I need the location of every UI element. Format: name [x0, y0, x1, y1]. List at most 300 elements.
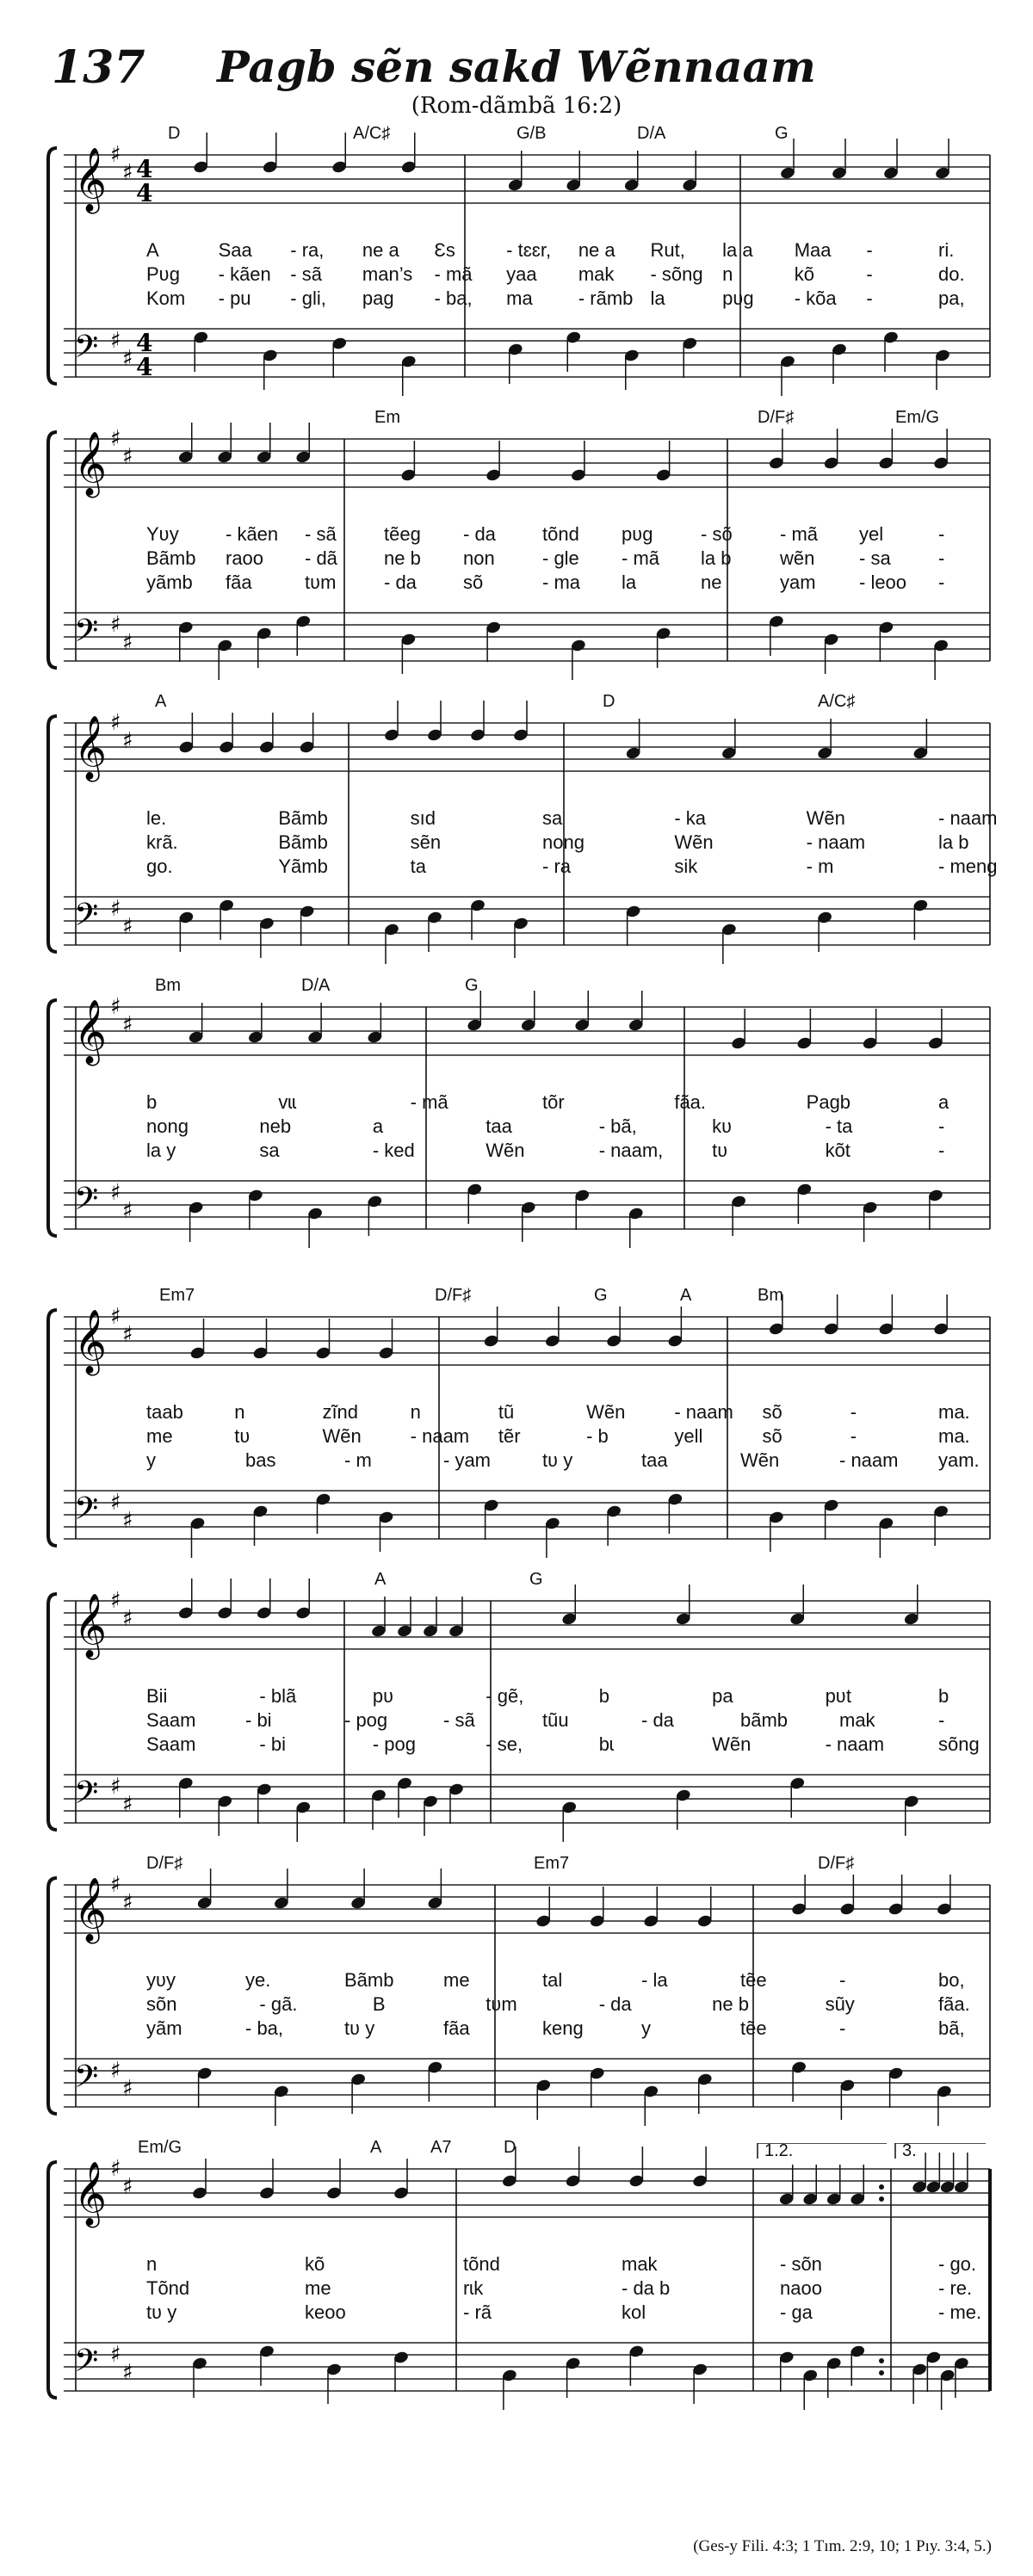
sharp-icon: ♯	[122, 1792, 133, 1818]
lyric-syllable: - da b	[622, 2277, 671, 2299]
lyric-syllable: - sã	[443, 1709, 475, 1731]
music-system	[0, 124, 1033, 396]
lyric-syllable: - yam	[443, 1449, 491, 1471]
chord-symbol: D/A	[637, 124, 666, 143]
sharp-icon: ♯	[122, 1606, 133, 1632]
system-staves	[0, 981, 1033, 1248]
lyric-syllable: pa,	[938, 287, 965, 309]
lyric-syllable: la b	[938, 831, 969, 853]
sharp-icon: ♯	[122, 2076, 133, 2102]
sharp-icon: ♯	[122, 1890, 133, 1916]
repeat-dot	[879, 2184, 884, 2190]
lyric-syllable: tẽe	[740, 2017, 767, 2039]
lyric-syllable: kõ	[305, 2253, 325, 2275]
lyric-syllable: Bãmb	[344, 1969, 394, 1991]
lyric-syllable: Ɛs	[434, 239, 455, 261]
sharp-icon: ♯	[122, 630, 133, 656]
sharp-icon: ♯	[110, 2342, 121, 2368]
lyric-syllable: non	[463, 547, 495, 569]
system-bracket	[48, 716, 57, 952]
lyric-syllable: ne	[701, 571, 722, 593]
lyric-syllable: Saam	[146, 1733, 196, 1755]
time-signature-bass	[136, 329, 152, 381]
lyric-syllable: fãa	[443, 2017, 470, 2039]
lyric-syllable: Yʋy	[146, 523, 179, 545]
lyric-syllable: - naam	[410, 1425, 470, 1447]
lyric-syllable: -	[839, 2017, 846, 2039]
lyric-syllable: -	[866, 287, 873, 309]
lyric-syllable: - ka	[674, 807, 707, 829]
lyric-syllable: - naam	[938, 807, 998, 829]
chord-symbol: D	[168, 124, 181, 143]
lyric-syllable: ne b	[712, 1993, 749, 2015]
lyric-syllable: y	[641, 2017, 651, 2039]
sharp-icon: ♯	[122, 2174, 133, 2200]
lyric-syllable: ne a	[578, 239, 615, 261]
bass-clef-icon: 𝄢	[74, 1491, 99, 1535]
lyric-syllable: - naam	[806, 831, 866, 853]
lyric-syllable: krã.	[146, 831, 178, 853]
lyric-syllable: - gã.	[259, 1993, 298, 2015]
lyric-syllable: tõr	[542, 1091, 565, 1113]
sharp-icon: ♯	[110, 612, 121, 638]
treble-clef-icon: 𝄞	[74, 1594, 107, 1658]
lyric-syllable: n	[722, 263, 733, 285]
lyric-syllable: tʋm	[486, 1993, 517, 2015]
lyric-syllable: Saam	[146, 1709, 196, 1731]
lyric-syllable: sa	[259, 1140, 280, 1161]
lyric-syllable: - re.	[938, 2277, 973, 2299]
lyric-syllable: Yãmb	[278, 856, 328, 877]
lyric-syllable: me	[146, 1425, 173, 1447]
chord-symbol: D/F♯	[435, 1286, 472, 1305]
lyric-syllable: -	[938, 547, 945, 569]
lyric-syllable: - kãen	[218, 263, 271, 285]
lyric-syllable: - meng	[938, 856, 998, 877]
lyric-syllable: - sã	[290, 263, 322, 285]
lyric-syllable: pʋt	[825, 1685, 851, 1707]
lyric-syllable: Pʋg	[146, 263, 180, 285]
lyric-syllable: -	[866, 239, 873, 261]
lyric-syllable: yam.	[938, 1449, 980, 1471]
chord-symbol: G	[465, 976, 479, 995]
lyric-syllable: keng	[542, 2017, 584, 2039]
lyric-syllable: sõn	[146, 1993, 177, 2015]
lyric-syllable: - kõa	[794, 287, 837, 309]
sharp-icon: ♯	[110, 1490, 121, 1516]
lyric-syllable: - m	[344, 1449, 372, 1471]
system-staves	[0, 697, 1033, 964]
bass-clef-icon: 𝄢	[74, 2343, 99, 2387]
lyric-syllable: - ked	[372, 1140, 415, 1161]
lyric-syllable: sẽn	[410, 831, 442, 853]
sharp-icon: ♯	[110, 1180, 121, 1206]
lyric-syllable: bɩ	[598, 1733, 614, 1755]
bass-clef-icon: 𝄢	[74, 613, 99, 657]
chord-symbol: G	[594, 1286, 608, 1305]
lyric-syllable: - naam	[825, 1733, 885, 1755]
lyric-syllable: n	[146, 2253, 158, 2275]
lyric-syllable: le.	[146, 807, 167, 829]
sharp-icon: ♯	[122, 1198, 133, 1224]
scripture-footnote: (Ges-y Fili. 4:3; 1 Tım. 2:9, 10; 1 Pıy. 3:4, 5.)	[693, 2537, 992, 2555]
lyric-syllable: mak	[839, 1709, 875, 1731]
sharp-icon: ♯	[110, 426, 121, 452]
lyric-syllable: nong	[146, 1115, 189, 1137]
lyric-syllable: Bãmb	[146, 547, 196, 569]
sharp-icon: ♯	[122, 444, 133, 470]
lyric-syllable: keoo	[305, 2301, 346, 2323]
lyric-syllable: - me.	[938, 2301, 982, 2323]
treble-clef-icon: 𝄞	[74, 148, 107, 212]
lyric-syllable: - mã	[780, 523, 818, 545]
lyric-syllable: sõ	[463, 571, 484, 593]
lyric-syllable: tʋm	[305, 571, 337, 593]
svg-text:4: 4	[136, 353, 153, 381]
sharp-icon: ♯	[122, 346, 133, 372]
lyric-syllable: man’s	[362, 263, 413, 285]
chord-symbol: D/F♯	[146, 1854, 183, 1873]
lyric-syllable: -	[938, 1709, 945, 1731]
lyric-syllable: - ba,	[245, 2017, 284, 2039]
sharp-icon: ♯	[122, 728, 133, 754]
scripture-reference: (Rom-dãmbã 16:2)	[411, 93, 622, 119]
lyric-syllable: tẽe	[740, 1969, 767, 1991]
lyric-syllable: mak	[622, 2253, 658, 2275]
chord-symbol: Em/G	[138, 2138, 182, 2157]
lyric-syllable: ma.	[938, 1401, 970, 1423]
lyric-syllable: - da	[598, 1993, 632, 2015]
chord-symbol: A	[680, 1286, 692, 1305]
lyric-syllable: -	[938, 523, 945, 545]
system-bracket	[48, 1000, 57, 1236]
lyric-syllable: Kom	[146, 287, 186, 309]
volta-label: 3.	[902, 2141, 917, 2160]
lyric-syllable: sõ	[762, 1425, 782, 1447]
bass-clef-icon: 𝄢	[74, 2059, 99, 2103]
lyric-syllable: n	[410, 1401, 421, 1423]
lyric-syllable: la b	[701, 547, 732, 569]
lyric-syllable: tʋ	[712, 1140, 728, 1161]
system-bracket	[48, 2162, 57, 2398]
system-bracket	[48, 432, 57, 668]
chord-symbol: Em/G	[895, 408, 940, 427]
lyric-syllable: tẽeg	[384, 523, 421, 545]
sharp-icon: ♯	[122, 1012, 133, 1038]
system-staves	[0, 413, 1033, 680]
lyric-syllable: nong	[542, 831, 585, 853]
lyric-syllable: sõ	[762, 1401, 782, 1423]
lyric-syllable: tʋ y	[542, 1449, 573, 1471]
sharp-icon: ♯	[122, 160, 133, 186]
lyric-syllable: - tɛɛr,	[506, 239, 552, 261]
lyric-syllable: ri.	[938, 239, 955, 261]
chord-symbol: Bm	[758, 1286, 783, 1305]
sharp-icon: ♯	[110, 896, 121, 922]
lyric-syllable: - sa	[859, 547, 891, 569]
lyric-syllable: me	[305, 2277, 331, 2299]
lyric-syllable: vɩɩ	[278, 1091, 297, 1113]
lyric-syllable: - dã	[305, 547, 337, 569]
lyric-syllable: ne b	[384, 547, 421, 569]
lyric-syllable: a	[372, 1115, 384, 1137]
chord-symbol: A	[374, 1570, 387, 1589]
lyric-syllable: -	[839, 1969, 846, 1991]
lyric-syllable: pag	[362, 287, 394, 309]
lyric-syllable: b	[598, 1685, 609, 1707]
system-staves	[0, 1575, 1033, 1842]
lyric-syllable: - se,	[486, 1733, 523, 1755]
sharp-icon: ♯	[110, 1774, 121, 1800]
lyric-syllable: Saa	[218, 239, 252, 261]
chord-symbol: Bm	[155, 976, 181, 995]
treble-clef-icon: 𝄞	[74, 1310, 107, 1374]
lyric-syllable: ye.	[245, 1969, 271, 1991]
lyric-syllable: fãa.	[938, 1993, 970, 2015]
lyric-syllable: - naam	[839, 1449, 899, 1471]
lyric-syllable: ta	[410, 856, 427, 877]
lyric-syllable: la y	[146, 1140, 176, 1161]
lyric-syllable: ne a	[362, 239, 399, 261]
sharp-icon: ♯	[122, 914, 133, 940]
lyric-syllable: - da	[384, 571, 417, 593]
sharp-icon: ♯	[122, 1508, 133, 1534]
lyric-syllable: - sõ	[701, 523, 733, 545]
lyric-syllable: sa	[542, 807, 563, 829]
sharp-icon: ♯	[122, 2360, 133, 2386]
chord-symbol: G	[529, 1570, 543, 1589]
treble-clef-icon: 𝄞	[74, 1000, 107, 1064]
system-staves	[0, 2143, 1033, 2410]
lyric-syllable: zĩnd	[322, 1401, 359, 1423]
hymn-number: 137	[52, 41, 145, 94]
lyric-syllable: tũu	[542, 1709, 569, 1731]
lyric-syllable: mak	[578, 263, 615, 285]
treble-clef-icon: 𝄞	[74, 2162, 107, 2226]
lyric-syllable: Wẽn	[486, 1140, 525, 1161]
lyric-syllable: sũy	[825, 1993, 855, 2015]
music-system	[0, 2138, 1033, 2410]
lyric-syllable: -	[938, 571, 945, 593]
lyric-syllable: me	[443, 1969, 470, 1991]
chord-symbol: A/C♯	[818, 692, 856, 711]
lyric-syllable: pʋ	[372, 1685, 394, 1707]
lyric-syllable: yãm	[146, 2017, 182, 2039]
lyric-syllable: Wẽn	[674, 831, 714, 853]
treble-clef-icon: 𝄞	[74, 716, 107, 780]
music-system	[0, 408, 1033, 680]
lyric-syllable: Tõnd	[146, 2277, 190, 2299]
chord-symbol: A	[155, 692, 167, 711]
lyric-syllable: rɩk	[463, 2277, 484, 2299]
music-system	[0, 1854, 1033, 2126]
lyric-syllable: - rã	[463, 2301, 492, 2323]
chord-symbol: G	[775, 124, 789, 143]
svg-text:4: 4	[136, 329, 153, 357]
lyric-syllable: Wẽn	[740, 1449, 780, 1471]
lyric-syllable: - sã	[305, 523, 337, 545]
music-system	[0, 976, 1033, 1248]
lyric-syllable: B	[372, 1993, 386, 2015]
lyric-syllable: bãmb	[740, 1709, 789, 1731]
lyric-syllable: Wẽn	[712, 1733, 752, 1755]
time-signature-treble	[136, 155, 152, 207]
lyric-syllable: neb	[259, 1115, 292, 1137]
system-bracket	[48, 1594, 57, 1830]
chord-symbol: D/A	[301, 976, 331, 995]
sharp-icon: ♯	[110, 2058, 121, 2084]
lyric-syllable: Wẽn	[322, 1425, 362, 1447]
lyric-syllable: - ra,	[290, 239, 325, 261]
lyric-syllable: yʋy	[146, 1969, 176, 1991]
lyric-syllable: tõnd	[542, 523, 579, 545]
lyric-syllable: - leoo	[859, 571, 907, 593]
lyric-syllable: - bi	[259, 1733, 286, 1755]
lyric-syllable: fãa	[226, 571, 252, 593]
lyric-syllable: - pu	[218, 287, 251, 309]
lyric-syllable: fãa.	[674, 1091, 707, 1113]
repeat-dot	[879, 2370, 884, 2375]
lyric-syllable: tal	[542, 1969, 563, 1991]
lyric-syllable: y	[146, 1449, 156, 1471]
chord-symbol: Em7	[534, 1854, 570, 1873]
lyric-syllable: Wẽn	[806, 807, 845, 829]
repeat-dot	[879, 2196, 884, 2202]
lyric-syllable: - gle	[542, 547, 579, 569]
lyric-syllable: b	[146, 1091, 158, 1113]
chord-symbol: Em7	[159, 1286, 195, 1305]
sharp-icon: ♯	[110, 994, 121, 1020]
lyric-syllable: Bii	[146, 1685, 168, 1707]
svg-text:4: 4	[136, 155, 153, 183]
lyric-syllable: - m	[806, 856, 834, 877]
lyric-syllable: bã,	[938, 2017, 965, 2039]
lyric-syllable: Maa	[794, 239, 832, 261]
lyric-syllable: -	[938, 1140, 945, 1161]
lyric-syllable: do.	[938, 263, 965, 285]
lyric-syllable: tõnd	[463, 2253, 500, 2275]
lyric-syllable: - gli,	[290, 287, 326, 309]
lyric-syllable: yell	[674, 1425, 703, 1447]
lyric-syllable: Rut,	[650, 239, 685, 261]
lyric-syllable: - gẽ,	[486, 1685, 524, 1707]
lyric-syllable: - ma	[542, 571, 580, 593]
bass-clef-icon: 𝄢	[74, 1775, 99, 1819]
lyric-syllable: - naam,	[598, 1140, 664, 1161]
lyric-syllable: raoo	[226, 547, 264, 569]
lyric-syllable: Bãmb	[278, 807, 328, 829]
system-bracket	[48, 1878, 57, 2114]
bass-clef-icon: 𝄢	[74, 329, 99, 373]
sharp-icon: ♯	[110, 328, 121, 354]
lyric-syllable: - bi	[245, 1709, 272, 1731]
lyric-syllable: tʋ	[234, 1425, 251, 1447]
lyric-syllable: - go.	[938, 2253, 977, 2275]
lyric-syllable: yãmb	[146, 571, 193, 593]
lyric-syllable: - kãen	[226, 523, 279, 545]
system-bracket	[48, 1310, 57, 1546]
lyric-syllable: tʋ y	[146, 2301, 177, 2323]
lyric-syllable: go.	[146, 856, 173, 877]
lyric-syllable: sõng	[938, 1733, 980, 1755]
lyric-syllable: yam	[780, 571, 816, 593]
lyric-syllable: la	[650, 287, 665, 309]
chord-symbol: D	[603, 692, 615, 711]
lyric-syllable: la a	[722, 239, 753, 261]
lyric-syllable: A	[146, 239, 159, 261]
lyric-syllable: -	[850, 1425, 857, 1447]
lyric-syllable: Pagb	[806, 1091, 851, 1113]
lyric-syllable: - mã	[434, 263, 473, 285]
lyric-syllable: - sõn	[780, 2253, 822, 2275]
lyric-syllable: - da	[641, 1709, 674, 1731]
music-system	[0, 692, 1033, 964]
lyric-syllable: kõ	[794, 263, 814, 285]
repeat-dot	[879, 2358, 884, 2363]
chord-symbol: Em	[374, 408, 400, 427]
hymn-title: Pagb sẽn sakd Wẽnnaam	[217, 41, 816, 92]
chord-symbol: A7	[430, 2138, 452, 2157]
lyric-syllable: - pog	[344, 1709, 388, 1731]
lyric-syllable: wẽn	[780, 547, 815, 569]
lyric-syllable: yaa	[506, 263, 537, 285]
lyric-syllable: - bã,	[598, 1115, 637, 1137]
sharp-icon: ♯	[110, 1588, 121, 1614]
sharp-icon: ♯	[122, 1322, 133, 1348]
lyric-syllable: la	[622, 571, 637, 593]
lyric-syllable: tẽr	[498, 1425, 521, 1447]
lyric-syllable: tʋ y	[344, 2017, 375, 2039]
chord-symbol: G/B	[516, 124, 547, 143]
lyric-syllable: taa	[486, 1115, 512, 1137]
chord-symbol: A/C♯	[353, 124, 391, 143]
lyric-syllable: pʋg	[722, 287, 754, 309]
music-system	[0, 1570, 1033, 1842]
system-bracket	[48, 148, 57, 384]
lyric-syllable: yel	[859, 523, 884, 545]
lyric-syllable: - sõng	[650, 263, 703, 285]
bass-clef-icon: 𝄢	[74, 897, 99, 941]
lyric-syllable: - mã	[622, 547, 659, 569]
lyric-syllable: ma	[506, 287, 533, 309]
lyric-syllable: kol	[622, 2301, 646, 2323]
lyric-syllable: - ba,	[434, 287, 473, 309]
lyric-syllable: kõt	[825, 1140, 851, 1161]
lyric-syllable: - da	[463, 523, 496, 545]
lyric-syllable: - mã	[410, 1091, 448, 1113]
sharp-icon: ♯	[110, 710, 121, 736]
chord-symbol: D/F♯	[758, 408, 795, 427]
lyric-syllable: pa	[712, 1685, 733, 1707]
lyric-syllable: - la	[641, 1969, 668, 1991]
lyric-syllable: b	[938, 1685, 949, 1707]
lyric-syllable: pʋg	[622, 523, 653, 545]
system-staves	[0, 1859, 1033, 2126]
lyric-syllable: sik	[674, 856, 698, 877]
lyric-syllable: n	[234, 1401, 245, 1423]
lyric-syllable: -	[938, 1115, 945, 1137]
sharp-icon: ♯	[110, 142, 121, 168]
lyric-syllable: - b	[586, 1425, 609, 1447]
lyric-syllable: - rãmb	[578, 287, 634, 309]
svg-text:4: 4	[136, 179, 153, 207]
lyric-syllable: bas	[245, 1449, 276, 1471]
chord-symbol: D/F♯	[818, 1854, 855, 1873]
lyric-syllable: - ta	[825, 1115, 853, 1137]
chord-symbol: A	[370, 2138, 382, 2157]
lyric-syllable: kʋ	[712, 1115, 733, 1137]
lyric-syllable: taab	[146, 1401, 183, 1423]
